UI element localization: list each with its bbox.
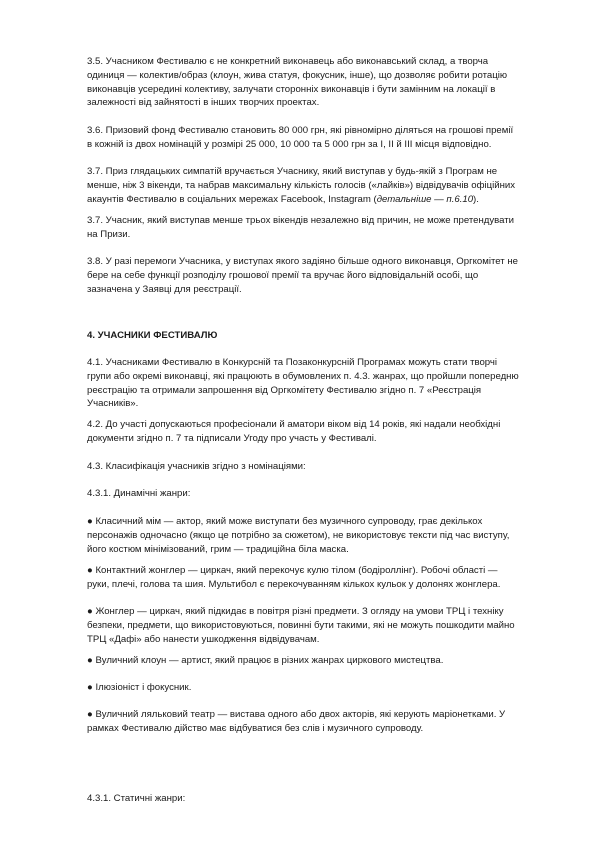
paragraph-4-3-1-static: 4.3.1. Статичні жанри: — [87, 793, 186, 804]
list-item-juggler: ● Жонглер — циркач, який підкидає в повітря різні предмети. З огляду на умови ТРЦ і техніку безпеки, предмети, що використовуються, повинні бути такими, які не можуть пошкодити майно ТРЦ «Дафі» або нанести ушкодження відвідувачам. — [87, 606, 515, 645]
list-item-contact-juggler: ● Контактний жонглер — циркач, який перекочує кулю тілом (бодіроллінг). Робочі області — руки, плечі, голова та шия. Мультибол є перекочуванням кількох кульок у долонях жонглера. — [87, 565, 501, 590]
paragraph-3-8: 3.8. У разі перемоги Учасника, у виступах якого задіяно більше одного виконавця, Оргкомітет не бере на себе функції розподілу грошової премії та вручає його відповідальній особі, що зазначена у Заявці для реєстрації. — [87, 256, 518, 295]
list-item-street-clown: ● Вуличний клоун — артист, який працює в різних жанрах циркового мистецтва. — [87, 655, 444, 666]
paragraph-4-3: 4.3. Класифікація учасників згідно з номінаціями: — [87, 461, 306, 472]
paragraph-4-1: 4.1. Учасниками Фестивалю в Конкурсній та Позаконкурсній Програмах можуть стати творчі групи або окремі виконавці, які працюють в обумовлених п. 4.3. жанрах, що пройшли попередню реєстрацію та отримали запрошення від Оргкомітету Фестивалю згідно п. 7 «Реєстрація Учасників». — [87, 357, 519, 410]
paragraph-3-7-eligibility: 3.7. Учасник, який виступав менше трьох вікендів незалежно від причин, не може претендувати на Призи. — [87, 215, 515, 240]
paragraph-3-7-reference: детальніше — п.6.10 — [376, 193, 474, 205]
paragraph-4-3-1-dynamic: 4.3.1. Динамічні жанри: — [87, 488, 191, 499]
section-4-heading: 4. УЧАСНИКИ ФЕСТИВАЛЮ — [87, 330, 218, 341]
paragraph-3-5: 3.5. Учасником Фестивалю є не конкретний виконавець або виконавський склад, а творча одиниця — колектив/образ (клоун, жива статуя, фокусник, інше), що дозволяє робити ротацію виконавців усередині колективу, залучати сторонніх виконавців і бути замінним на локації в залежності від зайнятості в інших творчих проектах. — [87, 56, 508, 109]
list-item-mime: ● Класичний мім — актор, який може виступати без музичного супроводу, грає декількох персонажів одночасно (якщо це потрібно за сюжетом), не використовує тексти під час виступу, його костюм мінімізований, грим — традиційна біла маска. — [87, 516, 510, 555]
paragraph-3-7-text: 3.7. Приз глядацьких симпатій вручається Учаснику, який виступав у будь-якій з Програм не менше, ніж 3 вікенди, та набрав максимальну кількість голосів («лайків») відвідувачів офіційних акаунтів Фестивалю в соціальних мережах Facebook, Instagram ( — [87, 166, 516, 205]
paragraph-3-7-prize — [87, 165, 519, 206]
paragraph-3-6: 3.6. Призовий фонд Фестивалю становить 80 000 грн, які рівномірно діляться на грошові премії в кожній із двох номінацій у розмірі 25 000, 10 000 та 5 000 грн за I, II й III місця відповідно. — [87, 125, 514, 150]
list-item-illusionist: ● Ілюзіоніст і фокусник. — [87, 682, 192, 693]
list-item-puppet-theatre: ● Вуличний ляльковий театр — вистава одного або двох акторів, які керують маріонетками. У рамках Фестивалю дійство має відбуватися без слів і музичного супроводу. — [87, 709, 506, 734]
paragraph-3-7-end: ). — [473, 193, 479, 205]
paragraph-4-2: 4.2. До участі допускаються професіонали й аматори віком від 14 років, які надали необхідні документи згідно п. 7 та підписали Угоду про участь у Фестивалі. — [87, 419, 501, 444]
